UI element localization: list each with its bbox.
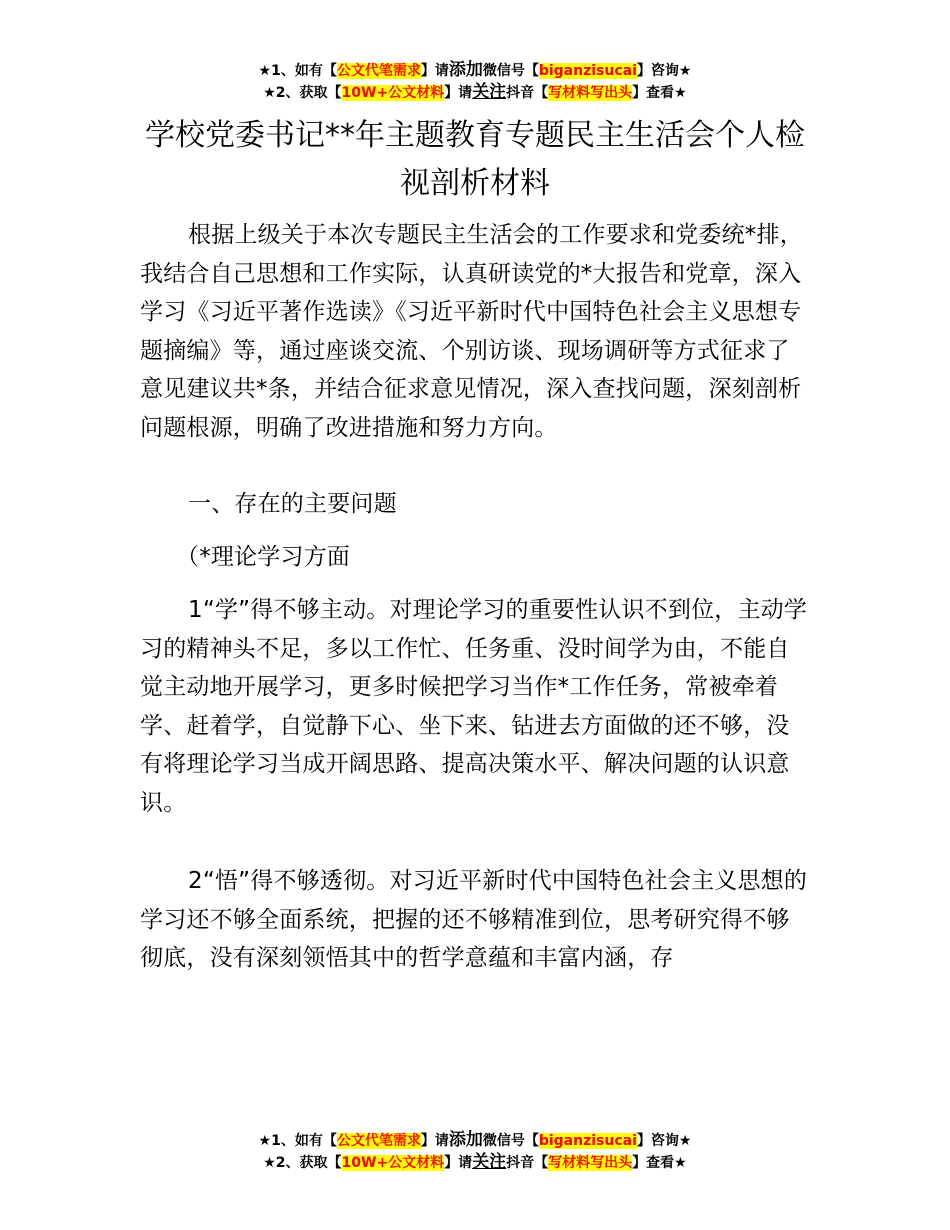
point-2-text: 2“悟”得不够透彻。对习近平新时代中国特色社会主义思想的学习还不够全面系统，把握的还不够精准到位，思考研究得不够彻底，没有深刻领悟其中的哲学意蕴和丰富内涵，存 <box>140 868 808 972</box>
promo-highlight: 公文代笔需求 <box>336 1133 421 1149</box>
promo-wechat-id: biganzisucai <box>538 1133 637 1149</box>
promo-emphasis: 关注 <box>472 1152 507 1172</box>
promo-text: ★2、获取【 <box>263 1155 342 1171</box>
subsection-1-heading: （*理论学习方面 <box>176 544 351 570</box>
promo-text: 微信号【 <box>482 63 539 79</box>
section-heading <box>140 485 812 524</box>
promo-line-2 <box>0 1151 950 1173</box>
promo-text: ★1、如有【 <box>258 63 337 79</box>
section-1-heading: 一、存在的主要问题 <box>188 491 397 517</box>
promo-text: ★2、获取【 <box>263 85 342 101</box>
point-1-text: 1“学”得不够主动。对理论学习的重要性认识不到位，主动学习的精神头不足，多以工作忙、任务重、没时间学为由，不能自觉主动地开展学习，更多时候把学习当作*工作任务，常被牵着学、赶着学，自觉静下心、坐下来、钻进去方面做的还不够，没有将理论学习当成开阔思路、提高决策水平、解决问题的认识意识。 <box>140 597 808 816</box>
promo-text: 抖音【 <box>506 85 549 101</box>
promo-text: 】请 <box>420 63 449 79</box>
footer-promo-banner <box>0 1129 950 1173</box>
promo-highlight: 10W+公文材料 <box>341 1155 445 1171</box>
intro-paragraph <box>140 216 812 448</box>
document-title: 学校党委书记**年主题教育专题民主生活会个人检视剖析材料 <box>145 118 805 201</box>
promo-text: 】查看★ <box>632 1155 687 1171</box>
promo-text: 】查看★ <box>632 85 687 101</box>
promo-douyin-id: 写材料写出头 <box>548 1155 633 1171</box>
point-1-paragraph <box>140 591 812 823</box>
promo-line-1 <box>0 59 950 81</box>
header-promo-banner <box>0 59 950 103</box>
promo-text: 抖音【 <box>506 1155 549 1171</box>
promo-emphasis: 关注 <box>472 82 507 102</box>
subsection-heading <box>140 538 812 577</box>
intro-text: 根据上级关于本次专题民主生活会的工作要求和党委统*排，我结合自己思想和工作实际，认真研读党的*大报告和党章，深入学习《习近平著作选读》《习近平新时代中国特色社会主义思想专题摘编》等，通过座谈交流、个别访谈、现场调研等方式征求了意见建议共*条，并结合征求意见情况，深入查找问题，深刻剖析问题根源，明确了改进措施和努力方向。 <box>140 222 803 441</box>
promo-emphasis: 添加 <box>448 1130 483 1150</box>
promo-highlight: 公文代笔需求 <box>336 63 421 79</box>
promo-wechat-id: biganzisucai <box>538 63 637 79</box>
promo-text: 微信号【 <box>482 1133 539 1149</box>
promo-text: 】咨询★ <box>636 63 692 79</box>
promo-text: 】请 <box>444 1155 473 1171</box>
promo-line-2 <box>0 81 950 103</box>
promo-highlight: 10W+公文材料 <box>341 85 445 101</box>
promo-text: 】请 <box>444 85 473 101</box>
promo-text: ★1、如有【 <box>258 1133 337 1149</box>
promo-emphasis: 添加 <box>448 60 483 80</box>
point-2-paragraph <box>140 862 812 978</box>
promo-line-1 <box>0 1129 950 1151</box>
promo-douyin-id: 写材料写出头 <box>548 85 633 101</box>
promo-text: 】请 <box>420 1133 449 1149</box>
promo-text: 】咨询★ <box>636 1133 692 1149</box>
